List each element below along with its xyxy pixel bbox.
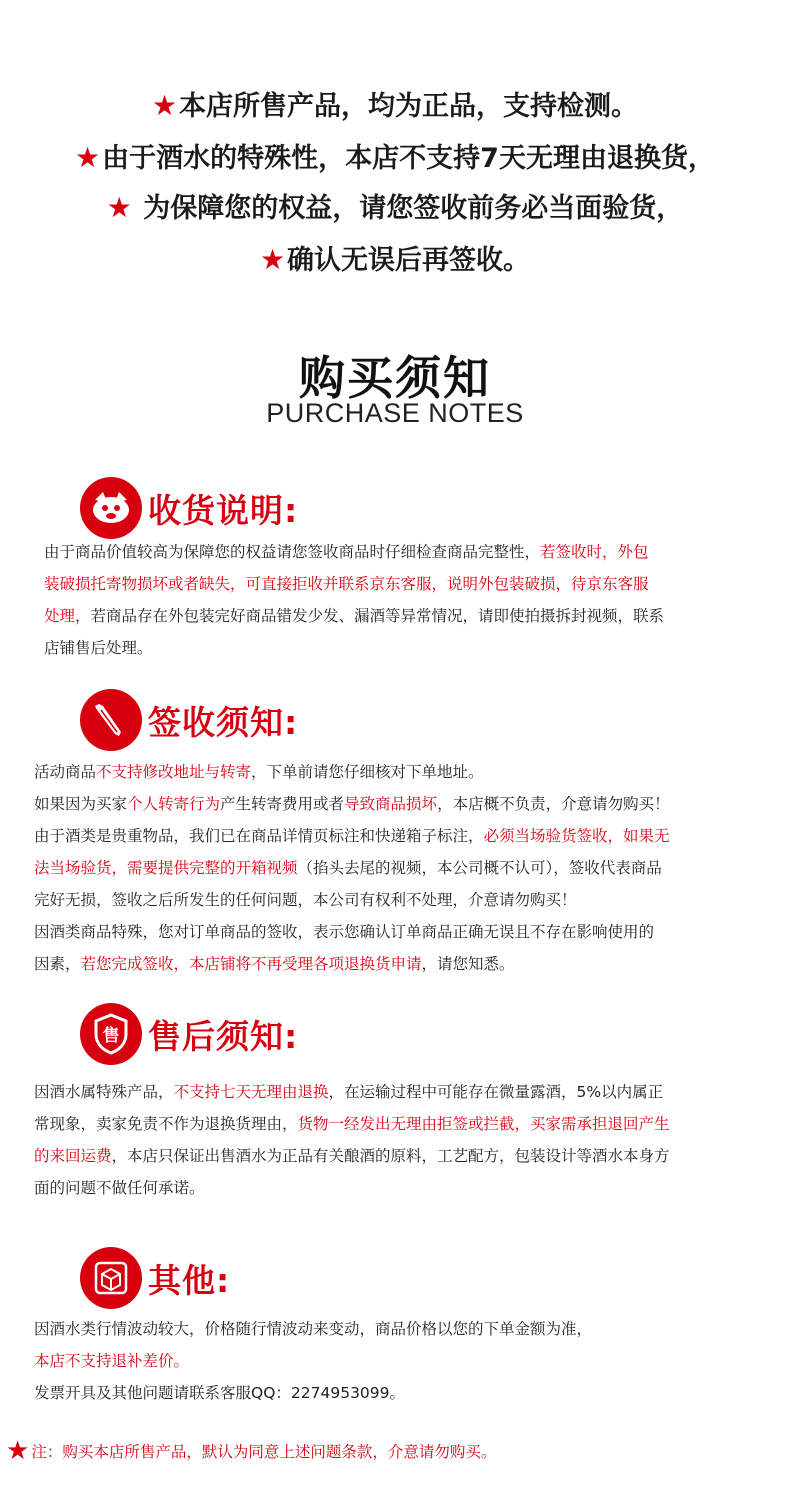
section-signing-body — [34, 756, 670, 980]
text: 常现象，卖家免责不作为退换货理由， — [34, 1115, 298, 1133]
pen-icon — [80, 689, 142, 751]
text: ，若商品存在外包装完好商品错发少发、漏酒等异常情况，请即使拍摄拆封视频，联系 — [75, 607, 665, 625]
text: ，本店概不负责，介意请勿购买！ — [437, 795, 670, 813]
section-receipt-body — [44, 536, 664, 664]
highlight-text: 处理 — [44, 607, 76, 625]
notice-text: 确认无误后再签收。 — [287, 245, 531, 276]
text: 店铺售后处理。 — [44, 639, 153, 657]
text: （掐头去尾的视频，本公司概不认可），签收代表商品 — [297, 859, 662, 877]
star-icon: ★ — [6, 1436, 30, 1466]
text: ，请您知悉。 — [421, 955, 515, 973]
page-subtitle: PURCHASE NOTES — [266, 398, 524, 428]
text: ，下单前请您仔细核对下单地址。 — [251, 763, 484, 781]
highlight-text: 装破损托寄物损坏或者缺失，可直接拒收并联系京东客服，说明外包装破损，待京东客服 — [44, 575, 649, 593]
text: 因酒类商品特殊，您对订单商品的签收，表示您确认订单商品正确无误且不存在影响使用的 — [34, 923, 655, 941]
package-box-icon — [80, 1247, 142, 1309]
text: 因酒水属特殊产品， — [34, 1083, 174, 1101]
highlight-text: 的来回运费 — [34, 1147, 112, 1165]
text: 发票开具及其他问题请联系客服QQ：2274953099。 — [34, 1384, 406, 1402]
highlight-text: 不支持七天无理由退换 — [173, 1083, 329, 1101]
notice-2 — [0, 136, 790, 175]
text: 面的问题不做任何承诺。 — [34, 1179, 205, 1197]
star-icon: ★ — [106, 191, 132, 224]
star-icon: ★ — [259, 243, 286, 276]
notice-text: 由于酒水的特殊性，本店不支持7天无理由退换货， — [102, 143, 715, 174]
highlight-text: 不支持修改地址与转寄 — [96, 763, 252, 781]
star-icon: ★ — [75, 141, 101, 174]
section-signing-title: 签收须知: — [148, 702, 299, 742]
text: 因酒水类行情波动较大，价格随行情波动来变动，商品价格以您的下单金额为准， — [34, 1320, 593, 1338]
highlight-text: 个人转寄行为 — [127, 795, 221, 813]
highlight-text: 导致商品损坏 — [344, 795, 438, 813]
highlight-text: 货物一经发出无理由拒签或拦截，买家需承担退回产生 — [297, 1115, 670, 1133]
text: 活动商品 — [34, 763, 97, 781]
section-other-title: 其他: — [148, 1260, 231, 1300]
footer-note — [6, 1436, 496, 1466]
highlight-text: 本店不支持退补差价。 — [34, 1352, 190, 1370]
section-aftersale-title: 售后须知: — [148, 1016, 299, 1056]
section-other-body — [34, 1313, 592, 1409]
section-aftersale-body — [34, 1076, 670, 1204]
text: 产生转寄费用或者 — [220, 795, 345, 813]
notice-text: 为保障您的权益，请您签收前务必当面验货， — [133, 193, 684, 224]
shield-shou-icon — [80, 1003, 142, 1065]
notice-3 — [0, 186, 790, 225]
notice-4 — [0, 238, 790, 277]
text: ，本店只保证出售酒水为正品有关酿酒的原料，工艺配方，包装设计等酒水本身方 — [111, 1147, 670, 1165]
text: 完好无损，签收之后所发生的任何问题，本公司有权利不处理，介意请勿购买！ — [34, 891, 577, 909]
text: 因素， — [34, 955, 81, 973]
highlight-text: 必须当场验货签收，如果无 — [483, 827, 670, 845]
text: 由于酒类是贵重物品，我们已在商品详情页标注和快递箱子标注， — [34, 827, 484, 845]
highlight-text: 若签收时，外包 — [540, 543, 649, 561]
notice-text: 本店所售产品，均为正品，支持检测。 — [179, 91, 639, 122]
notice-1 — [0, 84, 790, 123]
section-aftersale-header — [80, 1002, 298, 1066]
shield-char: 售 — [102, 1026, 120, 1046]
highlight-text: 若您完成签收，本店铺将不再受理各项退换货申请 — [80, 955, 422, 973]
section-receipt-header — [80, 476, 298, 540]
section-signing-header — [80, 688, 298, 752]
page-title: 购买须知 — [299, 351, 491, 405]
text: 如果因为买家 — [34, 795, 128, 813]
section-receipt-title: 收货说明: — [148, 490, 299, 530]
section-other-header — [80, 1246, 230, 1310]
star-icon: ★ — [151, 89, 178, 122]
text: ，在运输过程中可能存在微量露酒，5%以内属正 — [328, 1083, 664, 1101]
text: 由于商品价值较高为保障您的权益请您签收商品时仔细检查商品完整性， — [44, 543, 541, 561]
footer-text: 注：购买本店所售产品，默认为同意上述问题条款，介意请勿购买。 — [31, 1443, 497, 1461]
mascot-dog-icon — [80, 477, 142, 539]
highlight-text: 法当场验货，需要提供完整的开箱视频 — [34, 859, 298, 877]
